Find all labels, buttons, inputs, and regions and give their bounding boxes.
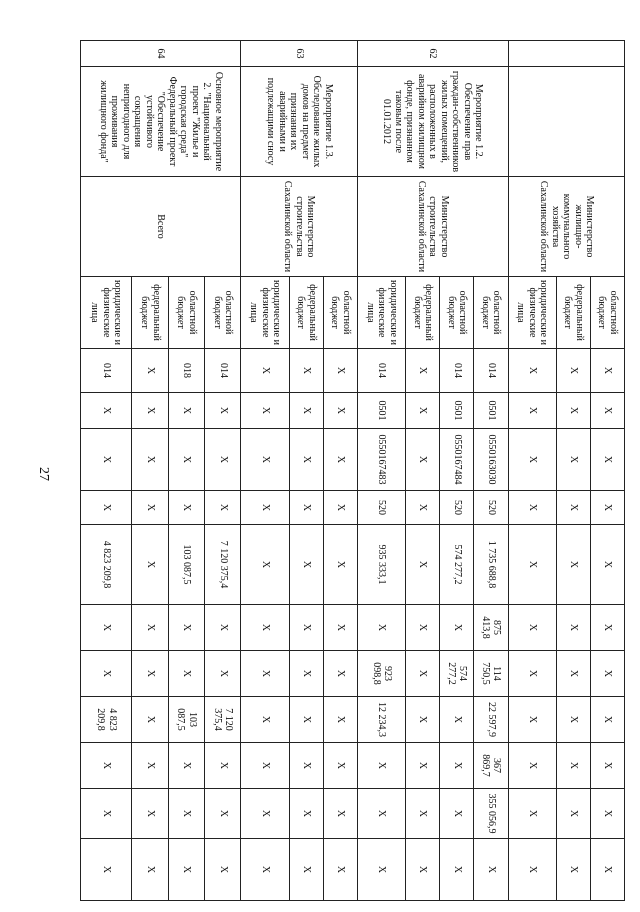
cell: 520	[474, 491, 508, 525]
cell: X	[323, 839, 357, 901]
cell: X	[556, 393, 590, 429]
cell-num	[508, 41, 624, 67]
cell: X	[590, 491, 624, 525]
cell-name	[508, 67, 624, 177]
cell: X	[132, 697, 168, 743]
cell: X	[508, 393, 556, 429]
cell: X	[132, 839, 168, 901]
rotated-page	[80, 40, 625, 900]
cell-responsible: Министерство строительства Сахалинской области	[241, 177, 357, 277]
cell: X	[241, 605, 289, 651]
cell: X	[81, 839, 132, 901]
cell: X	[168, 393, 204, 429]
cell: X	[323, 429, 357, 491]
cell: 367 869,7	[474, 743, 508, 789]
cell: X	[508, 743, 556, 789]
cell-source: федеральный бюджет	[289, 277, 323, 349]
cell: X	[132, 349, 168, 393]
cell: X	[357, 839, 405, 901]
cell: X	[289, 429, 323, 491]
cell: X	[289, 393, 323, 429]
cell: X	[289, 697, 323, 743]
cell: X	[132, 743, 168, 789]
cell-source: областной бюджет	[474, 277, 508, 349]
cell-source: юридические и физические лица	[508, 277, 556, 349]
cell: X	[241, 789, 289, 839]
cell: X	[508, 491, 556, 525]
cell: X	[323, 349, 357, 393]
cell: 014	[357, 349, 405, 393]
cell: X	[474, 839, 508, 901]
cell: X	[406, 651, 440, 697]
cell: X	[205, 743, 241, 789]
cell: X	[241, 525, 289, 605]
cell: 018	[168, 349, 204, 393]
cell: X	[590, 697, 624, 743]
cell: X	[323, 605, 357, 651]
cell: 1 735 688,8	[474, 525, 508, 605]
cell: X	[590, 651, 624, 697]
cell-name: Мероприятие 1.2. Обеспечение прав граждан-собственников жилых помещений, расположенных в аварийном жилищном фонде, признанном таковым после 01.01.2012	[357, 67, 508, 177]
cell: X	[440, 697, 474, 743]
cell: X	[323, 789, 357, 839]
cell: 574 277,2	[440, 525, 474, 605]
cell: X	[357, 743, 405, 789]
cell: 4 823 209,8	[81, 525, 132, 605]
cell: 014	[205, 349, 241, 393]
cell: X	[132, 429, 168, 491]
cell: X	[556, 789, 590, 839]
cell: X	[323, 525, 357, 605]
cell: 0501	[440, 393, 474, 429]
table-row	[205, 41, 241, 901]
cell: X	[132, 605, 168, 651]
cell-source: юридические и физические лица	[241, 277, 289, 349]
cell-source: юридические и физические лица	[81, 277, 132, 349]
cell: X	[590, 349, 624, 393]
cell-source: областной бюджет	[205, 277, 241, 349]
cell: 0550167483	[357, 429, 405, 491]
cell: X	[168, 605, 204, 651]
cell: 0501	[357, 393, 405, 429]
cell: 12 234,3	[357, 697, 405, 743]
cell: X	[508, 349, 556, 393]
cell: X	[205, 491, 241, 525]
cell: X	[406, 743, 440, 789]
cell: X	[132, 651, 168, 697]
cell: 4 823 209,8	[81, 697, 132, 743]
cell: X	[168, 839, 204, 901]
cell: X	[406, 349, 440, 393]
cell: X	[590, 743, 624, 789]
cell-responsible: Министерство строительства Сахалинской области	[357, 177, 508, 277]
cell-num: 63	[241, 41, 357, 67]
cell: X	[440, 839, 474, 901]
cell: X	[590, 839, 624, 901]
table-row	[474, 41, 508, 901]
cell: X	[406, 789, 440, 839]
cell: X	[81, 429, 132, 491]
cell: 103 087,5	[168, 697, 204, 743]
cell: X	[556, 605, 590, 651]
cell: X	[556, 491, 590, 525]
page-number: 27	[36, 467, 51, 481]
cell-source: областной бюджет	[440, 277, 474, 349]
cell: X	[440, 605, 474, 651]
cell: X	[289, 525, 323, 605]
cell: X	[556, 743, 590, 789]
cell: X	[556, 525, 590, 605]
cell: X	[323, 651, 357, 697]
cell: 014	[440, 349, 474, 393]
cell: X	[323, 743, 357, 789]
cell-responsible: Министерство жилищно-коммунального хозяйства Сахалинской области	[508, 177, 624, 277]
cell: X	[205, 839, 241, 901]
cell: X	[81, 743, 132, 789]
cell-source: федеральный бюджет	[132, 277, 168, 349]
cell-num: 62	[357, 41, 508, 67]
cell: X	[406, 429, 440, 491]
cell: X	[81, 789, 132, 839]
cell: X	[289, 789, 323, 839]
cell: X	[241, 393, 289, 429]
cell: X	[205, 605, 241, 651]
cell: X	[556, 839, 590, 901]
cell: 7 120 375,4	[205, 525, 241, 605]
cell-source: федеральный бюджет	[556, 277, 590, 349]
cell: X	[508, 429, 556, 491]
cell: X	[289, 839, 323, 901]
cell: 520	[357, 491, 405, 525]
cell: X	[241, 743, 289, 789]
cell: 0550167484	[440, 429, 474, 491]
cell: X	[508, 651, 556, 697]
cell: X	[406, 697, 440, 743]
cell-name: Основное мероприятие 2. "Национальный проект "Жилье и городская среда" Федеральный проект "Обеспечение устойчивого сокращения непригодного для проживания жилищного фонда"	[81, 67, 242, 177]
cell: 014	[474, 349, 508, 393]
cell: X	[81, 393, 132, 429]
cell: X	[508, 697, 556, 743]
cell: X	[556, 349, 590, 393]
cell: X	[205, 651, 241, 697]
cell: X	[168, 743, 204, 789]
cell: X	[508, 839, 556, 901]
cell: X	[508, 525, 556, 605]
cell: X	[241, 491, 289, 525]
cell: X	[508, 605, 556, 651]
cell: X	[406, 605, 440, 651]
cell: X	[406, 839, 440, 901]
cell-source: областной бюджет	[168, 277, 204, 349]
cell: X	[406, 525, 440, 605]
cell: X	[132, 491, 168, 525]
cell: X	[168, 429, 204, 491]
cell-num: 64	[81, 41, 242, 67]
cell: 875 413,8	[474, 605, 508, 651]
cell: X	[440, 789, 474, 839]
cell: X	[241, 839, 289, 901]
cell: X	[132, 525, 168, 605]
cell: X	[323, 393, 357, 429]
cell-name: Мероприятие 1.3. Обследование жилых домов на предмет признания их аварийными и подлежащими сносу	[241, 67, 357, 177]
cell: X	[323, 697, 357, 743]
cell: X	[132, 789, 168, 839]
cell: 103 087,5	[168, 525, 204, 605]
cell-source: юридические и физические лица	[357, 277, 405, 349]
cell: X	[168, 789, 204, 839]
cell: X	[406, 491, 440, 525]
table-row	[590, 41, 624, 901]
program-table	[80, 40, 625, 901]
cell: 520	[440, 491, 474, 525]
cell-source: областной бюджет	[590, 277, 624, 349]
cell: X	[590, 429, 624, 491]
cell: X	[556, 429, 590, 491]
cell: X	[168, 651, 204, 697]
cell: 574 277,2	[440, 651, 474, 697]
cell: X	[205, 789, 241, 839]
cell: X	[323, 491, 357, 525]
cell-source: федеральный бюджет	[406, 277, 440, 349]
cell: X	[205, 393, 241, 429]
cell: X	[205, 429, 241, 491]
cell-source: областной бюджет	[323, 277, 357, 349]
cell: X	[590, 393, 624, 429]
cell: X	[289, 349, 323, 393]
cell: X	[590, 525, 624, 605]
cell: X	[357, 789, 405, 839]
cell: 0550163030	[474, 429, 508, 491]
cell: X	[241, 651, 289, 697]
cell: X	[241, 349, 289, 393]
cell: X	[590, 605, 624, 651]
cell: X	[289, 605, 323, 651]
cell: 0501	[474, 393, 508, 429]
cell: 923 098,8	[357, 651, 405, 697]
cell: X	[81, 491, 132, 525]
cell: X	[508, 789, 556, 839]
cell: X	[241, 697, 289, 743]
cell: X	[556, 651, 590, 697]
cell: X	[289, 651, 323, 697]
cell: 22 597,9	[474, 697, 508, 743]
cell: 7 120 375,4	[205, 697, 241, 743]
cell: X	[81, 605, 132, 651]
cell-responsible: Всего	[81, 177, 242, 277]
cell: 355 056,9	[474, 789, 508, 839]
cell: X	[440, 743, 474, 789]
table-row	[323, 41, 357, 901]
cell: X	[590, 789, 624, 839]
cell: 114 750,5	[474, 651, 508, 697]
cell: 935 333,1	[357, 525, 405, 605]
cell: X	[289, 491, 323, 525]
cell: X	[168, 491, 204, 525]
cell: X	[81, 651, 132, 697]
cell: X	[132, 393, 168, 429]
cell: 014	[81, 349, 132, 393]
cell: X	[241, 429, 289, 491]
cell: X	[289, 743, 323, 789]
cell: X	[556, 697, 590, 743]
cell: X	[357, 605, 405, 651]
cell: X	[406, 393, 440, 429]
